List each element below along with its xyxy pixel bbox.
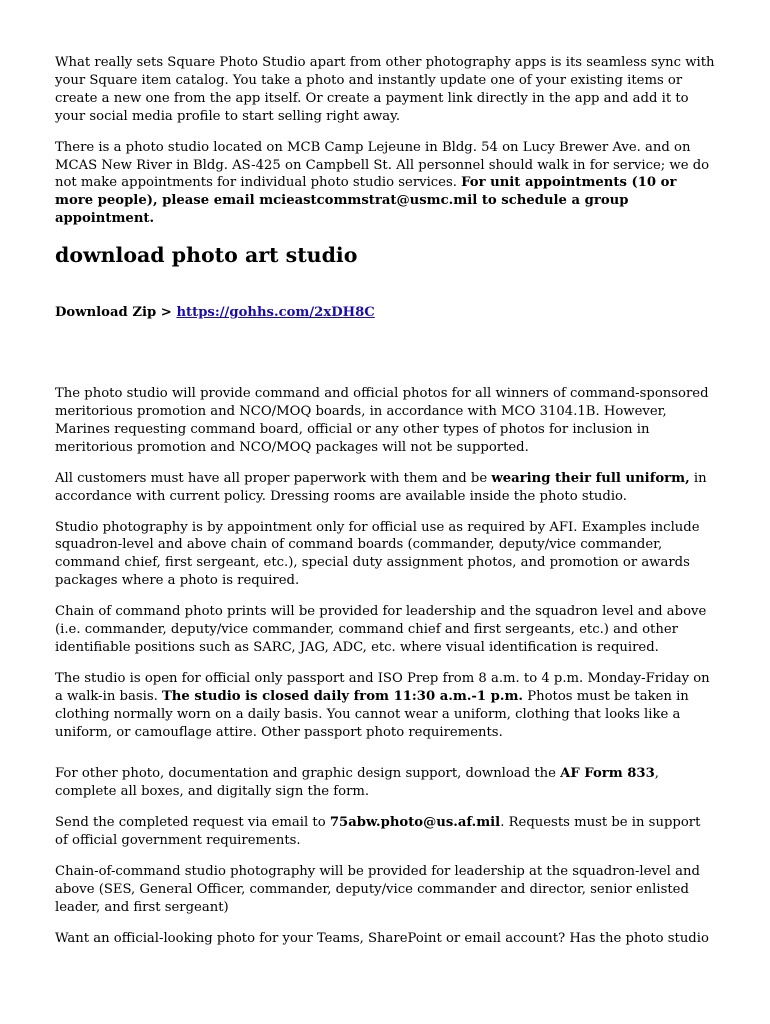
send-request-text-b: . Requests must be in support of official government requirements. xyxy=(55,815,701,849)
studio-hours-text-a: The studio is open for official only passport and ISO Prep from 8 a.m. to 4 p.m. Monday-Friday on a walk-in basis. xyxy=(55,670,710,704)
paragraph-squadron-photography: Chain-of-command studio photography will be provided for leadership at the squadron-level and above (SES, General Officer, commander, deputy/vice commander and director, senior enlisted leader, and first sergeant) xyxy=(55,864,700,915)
paragraph-af-form xyxy=(55,765,717,801)
paragraph-square-photo-studio: What really sets Square Photo Studio apart from other photography apps is its seamless sync with your Square item catalog. You take a photo and instantly update one of your existing items or create a new one from the app itself. Or create a payment link directly in the app and add it to your social media profile to start selling right away. xyxy=(55,55,715,124)
uniform-requirement: wearing their full uniform, xyxy=(491,470,690,486)
paragraph-studio-appointments: Studio photography is by appointment only for official use as required by AFI. Examples include squadron-level and above chain of command boards (commander, deputy/vice commander, command chief, first sergeant, etc.), special duty assignment photos, and promotion or awards packages where a photo is required. xyxy=(55,519,700,589)
paragraph-command-photos: The photo studio will provide command and official photos for all winners of command-sponsored meritorious promotion and NCO/MOQ boards, in accordance with MCO 3104.1B. However, Marines requesting command board, official or any other types of photos for inclusion in meritorious promotion and NCO/MOQ packages will not be supported. xyxy=(55,386,709,455)
paragraph-camp-lejeune xyxy=(55,139,717,229)
page-heading: download photo art studio xyxy=(55,243,358,268)
download-label: Download Zip > xyxy=(55,305,177,321)
paragraph-paperwork-text-b: in accordance with current policy. Dressing rooms are available inside the photo studio. xyxy=(55,470,707,504)
paragraph-paperwork-text-a: All customers must have all proper paperwork with them and be xyxy=(55,470,492,486)
paragraph-chain-of-command-prints: Chain of command photo prints will be provided for leadership and the squadron level and above (i.e. commander, deputy/vice commander, command chief and first sergeants, etc.) and other identifiable positions such as SARC, JAG, ADC, etc. where visual identification is required. xyxy=(55,604,707,655)
af-form-name: AF Form 833 xyxy=(560,766,655,782)
paragraph-send-request xyxy=(55,814,717,850)
photo-email: 75abw.photo@us.af.mil xyxy=(329,815,501,831)
paragraph-studio-hours xyxy=(55,670,717,742)
send-request-text-a: Send the completed request via email to xyxy=(55,815,330,831)
af-form-text-a: For other photo, documentation and graphic design support, download the xyxy=(55,766,561,782)
paragraph-camp-lejeune-text: There is a photo studio located on MCB Camp Lejeune in Bldg. 54 on Lucy Brewer Ave. and on MCAS New River in Bldg. AS-425 on Campbell St. All personnel should walk in for service; we do not make appointments for individual photo studio services. xyxy=(55,139,710,191)
download-link[interactable]: https://gohhs.com/2xDH8C xyxy=(176,305,375,321)
af-form-text-b: , complete all boxes, and digitally sign the form. xyxy=(55,766,659,800)
document-page xyxy=(55,54,717,961)
studio-hours-text-b: Photos must be taken in clothing normally worn on a daily basis. You cannot wear a uniform, clothing that looks like a uniform, or camouflage attire. Other passport photo requirements. xyxy=(55,688,689,740)
download-line xyxy=(55,304,717,322)
studio-closed-hours: The studio is closed daily from 11:30 a.m.-1 p.m. xyxy=(161,688,524,704)
unit-appointments-note: For unit appointments (10 or more people), please email mcieastcommstrat@usmc.mil to schedule a group appointment. xyxy=(55,175,677,227)
paragraph-paperwork xyxy=(55,470,717,506)
paragraph-official-photo: Want an official-looking photo for your Teams, SharePoint or email account? Has the photo studio xyxy=(55,930,709,946)
